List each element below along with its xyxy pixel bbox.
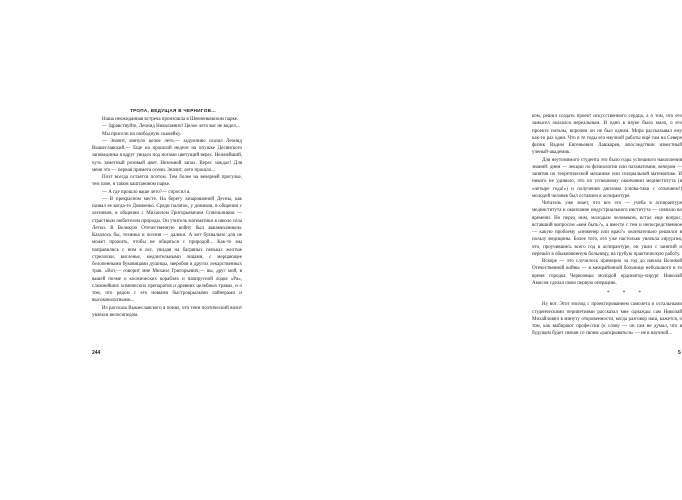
paragraph: Наша неожиданная встреча произошла в Шевченковском парке.	[102, 117, 239, 122]
paragraph: — Здравствуйте, Леонид Николаевич! Целое лето вас не видел...	[102, 124, 240, 130]
paragraph: Ну вот. Этот эпизод с проектированием самолета и остальными студенческими перипетиями рассказал мне однажды сам Николай Михайлович в минуту откровенности, когда разговор наш, кажется, о том, как выбирают профессии (к слову — он сам не думал, что в будущем будет связан со своим «раскрываться» — не в научной...	[532, 302, 682, 337]
paragraph: — Значит, минуло целое лето,— задумчиво сказал Леонид Вышеславский.— Еще на прошлой неделе на опушке Десянского заповедника я вдруг увидел под ногами цветущий верес. Нежнейший, чуть заметный розовый цвет. Неземной запах. Верес заждал! Для меня это — первая примета осени. Значит, лето прошло...	[92, 138, 242, 173]
left-page	[0, 0, 250, 500]
paragraph: Из рассказа Вышеславского я понял, что тени поэтический визит увлекся велосипедом.	[92, 305, 242, 318]
paragraph: Поэт всегда остается поэтом. Тем более на вечерней прогулке, тем паче, в таком каштановом парке.	[92, 175, 242, 188]
right-text-column	[532, 113, 682, 338]
paragraph: ком, решил создать проект искусственного сердца, а о том, что его замысел оказался нереальным. И одно в науке было мало, о его проекте пользы, впрочем он не был одним. Мира рассказывал ему как-то раз один. Что в те годы его научной работы ещё там на Севере физик Вадим Евгеньевич Лашкарев, впоследствии известный ученый-академик.	[532, 114, 682, 156]
paragraph: Мы присели на свободную скамейку.	[102, 131, 182, 137]
page-number: 5	[678, 350, 681, 356]
paragraph: — А где прошло ваше лето?— спросил я.	[102, 189, 191, 195]
left-text-column	[92, 116, 242, 319]
page-number: 244	[92, 350, 101, 356]
paragraph: — В прекрасном месте. На берегу зачарованной Десны, как назвал ее когда-то Довженко. Среди палаток, у домиков, в общении с лесников, в общении с Михаилом Григорьевичем Спиельником — страстным любителем природы. Он учитель математики в школе села Летки. В Великую Отечественную войну был авиамехаником. Казалось бы, техника и поэзия — далеки. А вот буквально для не может прожить, чтобы не общаться с природой... Как-то мы направились с ним в лес, увидав на багряных пеньках желтые стрелочки, висленье, медлительными лицами, с мерцающее белопенными буковицами душицы, зверобоя и других лекарственных трав. «Вот,— говорит мне Михаил Григорьевич,— вы, друг мой, в вашей поэме о космических кораблях и папирусной лодке «Ра», сложнейших химических препаратов и древних целебных травах, и о том, что рядом с его новыми быстрокрылыми лайнерами и высоковольтными...	[92, 196, 242, 304]
paragraph: Для неутомимого студента это было годы успешного накопления знаний: днем — лекции по физиологии или патанатомии, вечером — занятия по теоретической механике или специальной математике. И никого не удивило, что по успешному окончании мединститута (я «четыре года!») и получения диплома (снова-таки с отличием!) молодой человек был оставлен в аспирантуре.	[532, 157, 682, 199]
running-head: ТРОПА, ВЕДУЩАЯ В ЧЕРНИГОВ...	[130, 108, 216, 113]
paragraph: Вскоре — это случилось примерно за год до начала Великой Отечественной войны — в межрайонной больнице небольшого в то время городка Черкоовцы молодой ординатор-хирург Николай Амосов сделал свою первую операцию.	[532, 259, 682, 286]
paragraph: Читатель уже знает, что все это — учеба в аспирантуре мединститута и окончание индустриального института — совпало во времени. Но перед ним, молодым человеком, встал еще вопрос, вставший вопросом «кем быть?», а вместе с тем и непосредственное — какую проблему «инженер или врач?» окончательно решился в пользу медицины. Более того, его уже настолько увлекла хирургия, что, проучившись всего год в аспирантуре, он ушел с занятий и перешёл в обыкновенную больницу, на грубую практическую работу.	[532, 201, 682, 257]
right-page	[250, 0, 682, 500]
section-break: * * *	[607, 291, 647, 296]
